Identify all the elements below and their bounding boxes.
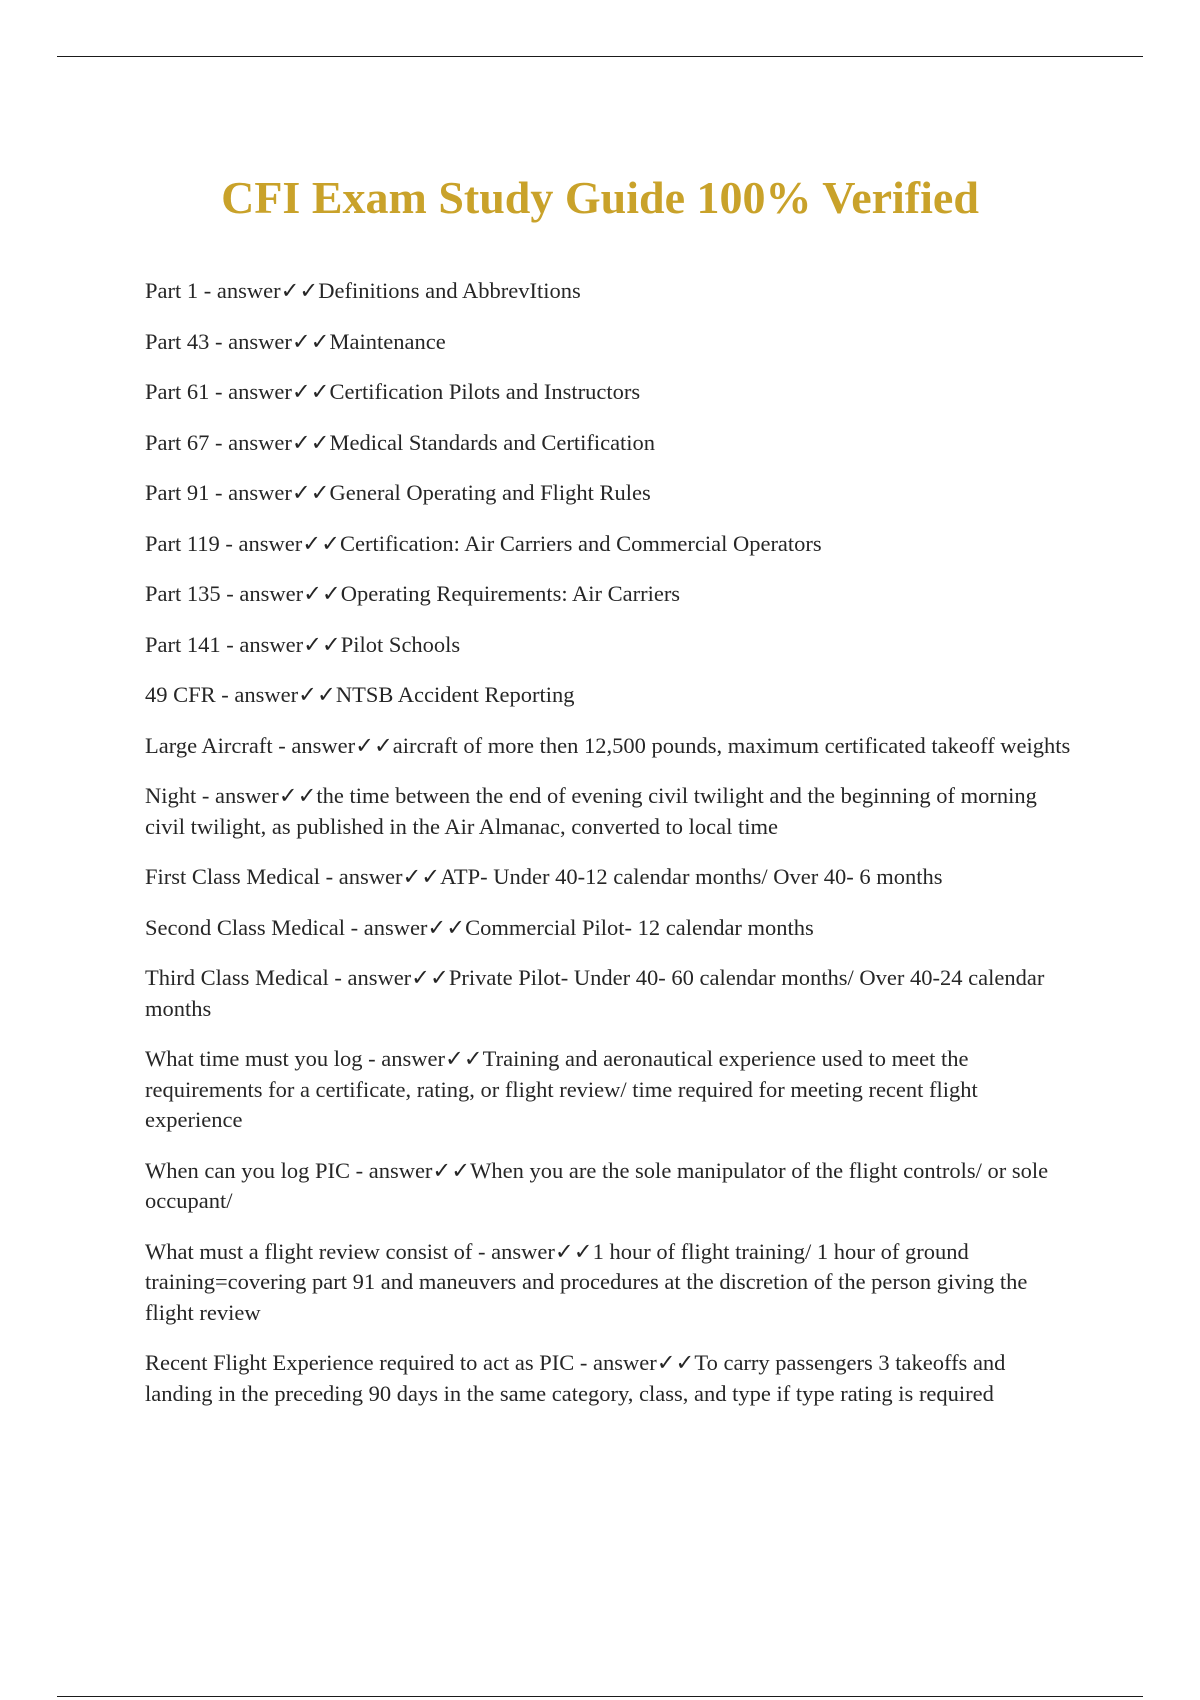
top-rule (57, 56, 1143, 57)
qa-item-part-61: Part 61 - answer✓✓Certification Pilots and Instructors (145, 379, 641, 404)
qa-item-night: Night - answer✓✓the time between the end of evening civil twilight and the beginning of morning civil twilight, as published in the Air Almanac, converted to local time (145, 783, 1037, 839)
qa-item-flight-review: What must a flight review consist of - answer✓✓1 hour of flight training/ 1 hour of ground training=covering part 91 and maneuvers and procedures at the discretion of the person giving the flight review (145, 1238, 1028, 1325)
qa-item-part-1: Part 1 - answer✓✓Definitions and AbbrevItions (145, 278, 581, 303)
qa-item-part-135: Part 135 - answer✓✓Operating Requirements: Air Carriers (145, 581, 681, 606)
qa-item-part-91: Part 91 - answer✓✓General Operating and Flight Rules (145, 480, 651, 505)
qa-item-second-class-medical: Second Class Medical - answer✓✓Commercial Pilot- 12 calendar months (145, 914, 814, 940)
qa-item-what-time-log: What time must you log - answer✓✓Training and aeronautical experience used to meet the requirements for a certificate, rating, or flight review/ time required for meeting recent flight experience (145, 1046, 978, 1132)
qa-item-large-aircraft: Large Aircraft - answer✓✓aircraft of more then 12,500 pounds, maximum certificated takeoff weights (145, 732, 1071, 758)
qa-item-part-141: Part 141 - answer✓✓Pilot Schools (145, 631, 461, 657)
qa-item-49-cfr: 49 CFR - answer✓✓NTSB Accident Reporting (145, 682, 575, 707)
qa-item-part-67: Part 67 - answer✓✓Medical Standards and Certification (145, 429, 656, 455)
qa-item-part-43: Part 43 - answer✓✓Maintenance (145, 328, 446, 354)
bottom-rule (57, 1696, 1143, 1697)
qa-item-first-class-medical: First Class Medical - answer✓✓ATP- Under 40-12 calendar months/ Over 40- 6 months (145, 864, 943, 889)
qa-item-third-class-medical: Third Class Medical - answer✓✓Private Pilot- Under 40- 60 calendar months/ Over 40-24 calendar months (145, 965, 1045, 1021)
page-title: CFI Exam Study Guide 100% Verified (221, 172, 979, 223)
qa-item-recent-flight-experience: Recent Flight Experience required to act as PIC - answer✓✓To carry passengers 3 takeoffs and landing in the preceding 90 days in the same category, class, and type if type rating is required (145, 1350, 1006, 1406)
qa-item-part-119: Part 119 - answer✓✓Certification: Air Carriers and Commercial Operators (145, 530, 822, 556)
qa-item-when-log-pic: When can you log PIC - answer✓✓When you are the sole manipulator of the flight controls/ or sole occupant/ (145, 1157, 1049, 1213)
qa-list (145, 276, 1075, 1429)
